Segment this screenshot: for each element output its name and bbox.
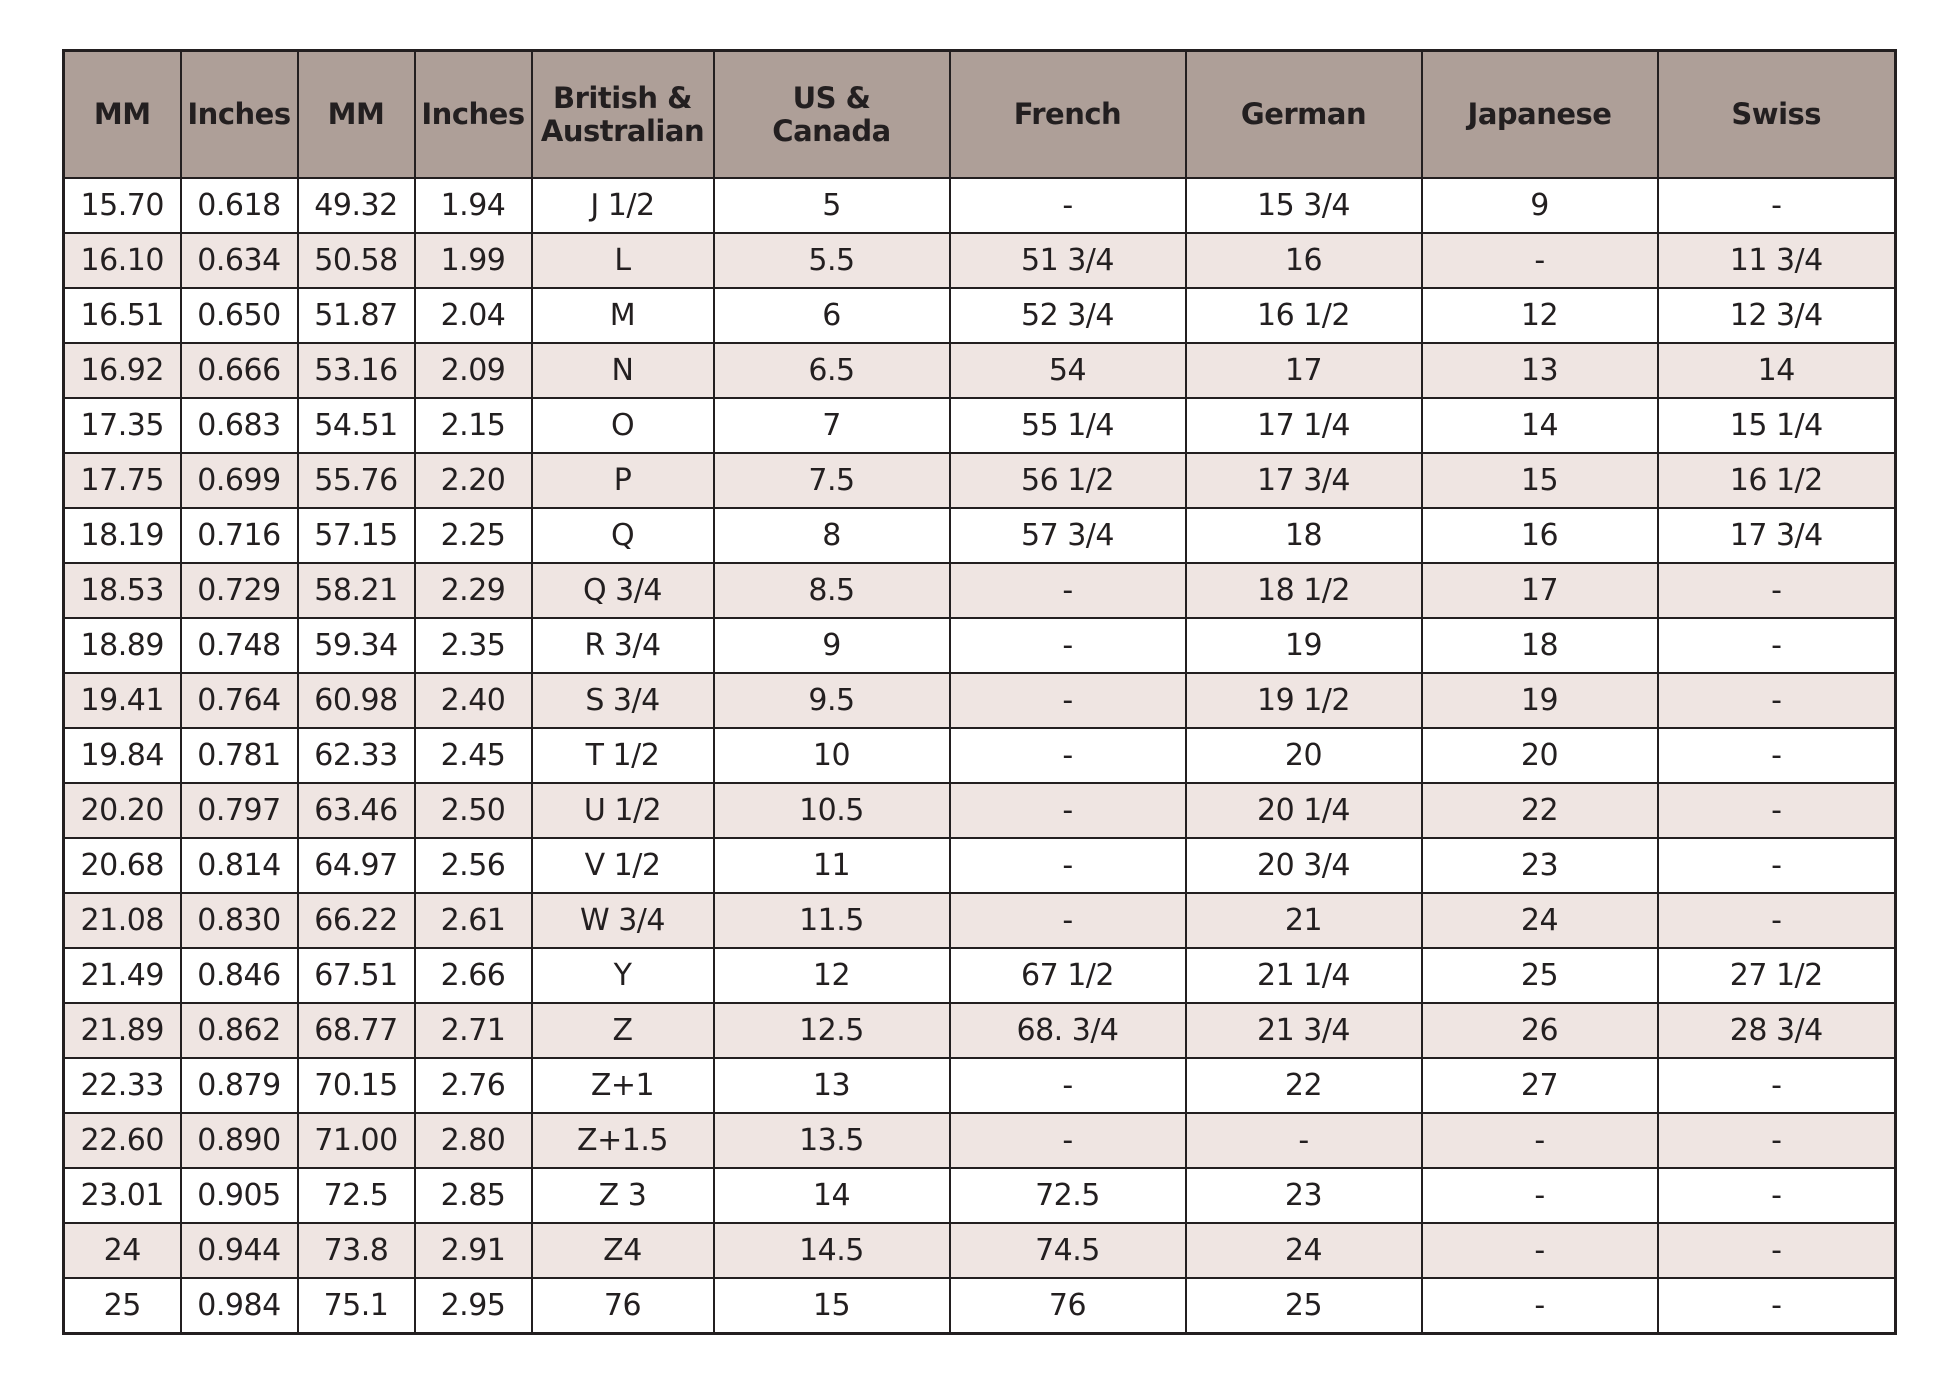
cell-swiss: - — [1658, 838, 1896, 893]
cell-us-canada: 7 — [714, 398, 950, 453]
cell-french: 72.5 — [950, 1168, 1186, 1223]
table-row — [64, 453, 1896, 508]
header-us-canada — [714, 51, 950, 179]
cell-swiss: 11 3/4 — [1658, 233, 1896, 288]
cell-japanese: 26 — [1422, 1003, 1658, 1058]
cell-us-canada: 9.5 — [714, 673, 950, 728]
cell-swiss: 16 1/2 — [1658, 453, 1896, 508]
cell-mm: 24 — [64, 1223, 181, 1278]
cell-inches-circumference: 1.99 — [415, 233, 532, 288]
cell-mm-circumference: 68.77 — [298, 1003, 415, 1058]
cell-mm: 16.92 — [64, 343, 181, 398]
header-inches — [181, 51, 298, 179]
cell-british-australian: Q 3/4 — [532, 563, 714, 618]
cell-german: 17 — [1186, 343, 1422, 398]
cell-inches-circumference: 2.71 — [415, 1003, 532, 1058]
cell-us-canada: 9 — [714, 618, 950, 673]
cell-swiss: 17 3/4 — [1658, 508, 1896, 563]
cell-mm: 25 — [64, 1278, 181, 1334]
cell-french: - — [950, 618, 1186, 673]
cell-german: 25 — [1186, 1278, 1422, 1334]
cell-japanese: 13 — [1422, 343, 1658, 398]
table-row — [64, 893, 1896, 948]
cell-german: 21 1/4 — [1186, 948, 1422, 1003]
cell-british-australian: N — [532, 343, 714, 398]
ring-size-table — [62, 49, 1897, 1335]
cell-mm: 15.70 — [64, 178, 181, 233]
cell-us-canada: 6 — [714, 288, 950, 343]
cell-german: 20 3/4 — [1186, 838, 1422, 893]
cell-mm-circumference: 62.33 — [298, 728, 415, 783]
cell-mm: 20.20 — [64, 783, 181, 838]
cell-french: - — [950, 728, 1186, 783]
cell-mm-circumference: 72.5 — [298, 1168, 415, 1223]
cell-japanese: - — [1422, 1223, 1658, 1278]
cell-british-australian: L — [532, 233, 714, 288]
cell-inches-circumference: 2.29 — [415, 563, 532, 618]
cell-british-australian: S 3/4 — [532, 673, 714, 728]
header-french — [950, 51, 1186, 179]
cell-japanese: 22 — [1422, 783, 1658, 838]
cell-mm-circumference: 67.51 — [298, 948, 415, 1003]
cell-us-canada: 15 — [714, 1278, 950, 1334]
header-swiss — [1658, 51, 1896, 179]
cell-inches-circumference: 2.61 — [415, 893, 532, 948]
cell-german: 18 1/2 — [1186, 563, 1422, 618]
table-row — [64, 563, 1896, 618]
cell-swiss: - — [1658, 563, 1896, 618]
table-row — [64, 1168, 1896, 1223]
cell-british-australian: Z 3 — [532, 1168, 714, 1223]
cell-japanese: 14 — [1422, 398, 1658, 453]
cell-inches: 0.699 — [181, 453, 298, 508]
table-row — [64, 1003, 1896, 1058]
cell-german: 23 — [1186, 1168, 1422, 1223]
cell-mm: 17.35 — [64, 398, 181, 453]
cell-german: 15 3/4 — [1186, 178, 1422, 233]
header-line: Canada — [772, 113, 891, 148]
cell-swiss: 15 1/4 — [1658, 398, 1896, 453]
cell-german: 17 3/4 — [1186, 453, 1422, 508]
cell-us-canada: 7.5 — [714, 453, 950, 508]
cell-swiss: 28 3/4 — [1658, 1003, 1896, 1058]
cell-us-canada: 8.5 — [714, 563, 950, 618]
cell-french: 76 — [950, 1278, 1186, 1334]
cell-us-canada: 8 — [714, 508, 950, 563]
cell-french: 54 — [950, 343, 1186, 398]
table-row — [64, 398, 1896, 453]
table-row — [64, 178, 1896, 233]
cell-mm: 23.01 — [64, 1168, 181, 1223]
cell-inches-circumference: 2.20 — [415, 453, 532, 508]
table-row — [64, 1223, 1896, 1278]
cell-mm-circumference: 50.58 — [298, 233, 415, 288]
cell-inches: 0.984 — [181, 1278, 298, 1334]
cell-british-australian: Z+1.5 — [532, 1113, 714, 1168]
cell-us-canada: 13.5 — [714, 1113, 950, 1168]
cell-inches-circumference: 2.80 — [415, 1113, 532, 1168]
cell-inches-circumference: 2.56 — [415, 838, 532, 893]
cell-inches-circumference: 2.35 — [415, 618, 532, 673]
cell-french: - — [950, 1113, 1186, 1168]
cell-mm-circumference: 54.51 — [298, 398, 415, 453]
cell-mm: 16.51 — [64, 288, 181, 343]
cell-british-australian: U 1/2 — [532, 783, 714, 838]
cell-german: 18 — [1186, 508, 1422, 563]
cell-british-australian: J 1/2 — [532, 178, 714, 233]
cell-french: - — [950, 893, 1186, 948]
cell-swiss: - — [1658, 618, 1896, 673]
header-inches-circumference — [415, 51, 532, 179]
cell-german: 19 1/2 — [1186, 673, 1422, 728]
table-row — [64, 783, 1896, 838]
header-line: MM — [93, 97, 151, 131]
cell-japanese: 20 — [1422, 728, 1658, 783]
cell-swiss: - — [1658, 1113, 1896, 1168]
cell-french: - — [950, 1058, 1186, 1113]
cell-japanese: - — [1422, 1278, 1658, 1334]
cell-japanese: 15 — [1422, 453, 1658, 508]
cell-japanese: 24 — [1422, 893, 1658, 948]
cell-mm-circumference: 73.8 — [298, 1223, 415, 1278]
cell-inches-circumference: 2.50 — [415, 783, 532, 838]
cell-us-canada: 10 — [714, 728, 950, 783]
cell-inches-circumference: 1.94 — [415, 178, 532, 233]
cell-inches-circumference: 2.95 — [415, 1278, 532, 1334]
ring-size-chart — [62, 49, 1894, 1335]
cell-inches: 0.879 — [181, 1058, 298, 1113]
cell-mm-circumference: 66.22 — [298, 893, 415, 948]
cell-us-canada: 13 — [714, 1058, 950, 1113]
cell-british-australian: Z4 — [532, 1223, 714, 1278]
cell-french: 57 3/4 — [950, 508, 1186, 563]
cell-mm: 21.08 — [64, 893, 181, 948]
table-row — [64, 1113, 1896, 1168]
cell-us-canada: 14.5 — [714, 1223, 950, 1278]
table-row — [64, 728, 1896, 783]
cell-swiss: - — [1658, 673, 1896, 728]
cell-british-australian: W 3/4 — [532, 893, 714, 948]
cell-british-australian: Y — [532, 948, 714, 1003]
cell-mm-circumference: 63.46 — [298, 783, 415, 838]
cell-british-australian: 76 — [532, 1278, 714, 1334]
cell-mm: 22.33 — [64, 1058, 181, 1113]
table-row — [64, 1278, 1896, 1334]
cell-mm-circumference: 60.98 — [298, 673, 415, 728]
cell-japanese: - — [1422, 1113, 1658, 1168]
cell-french: - — [950, 838, 1186, 893]
cell-british-australian: V 1/2 — [532, 838, 714, 893]
cell-inches: 0.862 — [181, 1003, 298, 1058]
cell-us-canada: 12.5 — [714, 1003, 950, 1058]
cell-inches-circumference: 2.85 — [415, 1168, 532, 1223]
cell-swiss: - — [1658, 178, 1896, 233]
header-line: Japanese — [1467, 97, 1612, 131]
cell-mm: 18.89 — [64, 618, 181, 673]
cell-swiss: 27 1/2 — [1658, 948, 1896, 1003]
header-line: US & — [792, 80, 871, 115]
cell-mm-circumference: 71.00 — [298, 1113, 415, 1168]
cell-french: - — [950, 563, 1186, 618]
header-mm-circumference — [298, 51, 415, 179]
cell-japanese: 23 — [1422, 838, 1658, 893]
cell-mm-circumference: 51.87 — [298, 288, 415, 343]
cell-inches-circumference: 2.76 — [415, 1058, 532, 1113]
cell-inches: 0.666 — [181, 343, 298, 398]
cell-german: 24 — [1186, 1223, 1422, 1278]
cell-mm: 19.41 — [64, 673, 181, 728]
cell-swiss: - — [1658, 893, 1896, 948]
cell-british-australian: Z — [532, 1003, 714, 1058]
cell-inches: 0.781 — [181, 728, 298, 783]
header-british-australian — [532, 51, 714, 179]
cell-swiss: - — [1658, 783, 1896, 838]
cell-french: 68. 3/4 — [950, 1003, 1186, 1058]
header-line: British & — [553, 80, 692, 115]
cell-us-canada: 5.5 — [714, 233, 950, 288]
table-row — [64, 948, 1896, 1003]
cell-inches: 0.634 — [181, 233, 298, 288]
cell-inches: 0.905 — [181, 1168, 298, 1223]
cell-inches: 0.890 — [181, 1113, 298, 1168]
cell-inches-circumference: 2.40 — [415, 673, 532, 728]
cell-german: 20 1/4 — [1186, 783, 1422, 838]
cell-german: 16 — [1186, 233, 1422, 288]
cell-british-australian: R 3/4 — [532, 618, 714, 673]
cell-british-australian: O — [532, 398, 714, 453]
cell-us-canada: 10.5 — [714, 783, 950, 838]
cell-japanese: 18 — [1422, 618, 1658, 673]
cell-japanese: 17 — [1422, 563, 1658, 618]
cell-mm-circumference: 64.97 — [298, 838, 415, 893]
cell-german: 21 — [1186, 893, 1422, 948]
cell-inches: 0.716 — [181, 508, 298, 563]
cell-british-australian: M — [532, 288, 714, 343]
cell-german: 16 1/2 — [1186, 288, 1422, 343]
table-row — [64, 508, 1896, 563]
cell-inches-circumference: 2.04 — [415, 288, 532, 343]
cell-swiss: 12 3/4 — [1658, 288, 1896, 343]
cell-french: 56 1/2 — [950, 453, 1186, 508]
cell-swiss: - — [1658, 1223, 1896, 1278]
cell-us-canada: 11.5 — [714, 893, 950, 948]
cell-german: - — [1186, 1113, 1422, 1168]
cell-inches: 0.650 — [181, 288, 298, 343]
header-line: Inches — [187, 97, 291, 131]
cell-french: - — [950, 673, 1186, 728]
cell-british-australian: Q — [532, 508, 714, 563]
header-japanese — [1422, 51, 1658, 179]
cell-us-canada: 5 — [714, 178, 950, 233]
cell-mm-circumference: 55.76 — [298, 453, 415, 508]
cell-french: 51 3/4 — [950, 233, 1186, 288]
cell-inches-circumference: 2.66 — [415, 948, 532, 1003]
table-header-row — [64, 51, 1896, 179]
cell-inches: 0.944 — [181, 1223, 298, 1278]
cell-mm-circumference: 49.32 — [298, 178, 415, 233]
cell-mm-circumference: 57.15 — [298, 508, 415, 563]
cell-mm: 19.84 — [64, 728, 181, 783]
cell-german: 20 — [1186, 728, 1422, 783]
cell-french: 67 1/2 — [950, 948, 1186, 1003]
table-row — [64, 343, 1896, 398]
cell-japanese: 16 — [1422, 508, 1658, 563]
cell-us-canada: 12 — [714, 948, 950, 1003]
cell-japanese: 9 — [1422, 178, 1658, 233]
cell-french: - — [950, 783, 1186, 838]
cell-inches-circumference: 2.91 — [415, 1223, 532, 1278]
cell-mm: 21.89 — [64, 1003, 181, 1058]
cell-us-canada: 6.5 — [714, 343, 950, 398]
cell-us-canada: 11 — [714, 838, 950, 893]
cell-inches: 0.814 — [181, 838, 298, 893]
cell-japanese: 19 — [1422, 673, 1658, 728]
table-row — [64, 673, 1896, 728]
cell-swiss: 14 — [1658, 343, 1896, 398]
cell-japanese: 27 — [1422, 1058, 1658, 1113]
table-row — [64, 838, 1896, 893]
cell-inches-circumference: 2.15 — [415, 398, 532, 453]
cell-mm-circumference: 70.15 — [298, 1058, 415, 1113]
cell-british-australian: T 1/2 — [532, 728, 714, 783]
cell-british-australian: Z+1 — [532, 1058, 714, 1113]
cell-french: 74.5 — [950, 1223, 1186, 1278]
cell-mm: 20.68 — [64, 838, 181, 893]
header-mm — [64, 51, 181, 179]
cell-swiss: - — [1658, 1058, 1896, 1113]
cell-swiss: - — [1658, 1168, 1896, 1223]
cell-mm: 16.10 — [64, 233, 181, 288]
table-row — [64, 618, 1896, 673]
table-body — [64, 178, 1896, 1334]
header-line: Australian — [540, 113, 705, 148]
cell-us-canada: 14 — [714, 1168, 950, 1223]
cell-mm: 17.75 — [64, 453, 181, 508]
cell-mm: 21.49 — [64, 948, 181, 1003]
cell-mm-circumference: 75.1 — [298, 1278, 415, 1334]
header-line: French — [1013, 97, 1122, 131]
cell-inches: 0.748 — [181, 618, 298, 673]
cell-mm-circumference: 53.16 — [298, 343, 415, 398]
table-row — [64, 233, 1896, 288]
cell-inches: 0.797 — [181, 783, 298, 838]
cell-french: 55 1/4 — [950, 398, 1186, 453]
table-row — [64, 288, 1896, 343]
cell-german: 22 — [1186, 1058, 1422, 1113]
cell-inches: 0.764 — [181, 673, 298, 728]
cell-mm: 18.53 — [64, 563, 181, 618]
header-line: German — [1240, 97, 1367, 131]
cell-french: 52 3/4 — [950, 288, 1186, 343]
cell-japanese: 25 — [1422, 948, 1658, 1003]
table-row — [64, 1058, 1896, 1113]
cell-mm-circumference: 59.34 — [298, 618, 415, 673]
cell-japanese: - — [1422, 233, 1658, 288]
cell-inches-circumference: 2.45 — [415, 728, 532, 783]
cell-japanese: - — [1422, 1168, 1658, 1223]
cell-mm: 18.19 — [64, 508, 181, 563]
cell-german: 17 1/4 — [1186, 398, 1422, 453]
cell-swiss: - — [1658, 728, 1896, 783]
cell-german: 19 — [1186, 618, 1422, 673]
cell-inches: 0.846 — [181, 948, 298, 1003]
cell-german: 21 3/4 — [1186, 1003, 1422, 1058]
cell-inches-circumference: 2.09 — [415, 343, 532, 398]
cell-mm: 22.60 — [64, 1113, 181, 1168]
cell-inches: 0.830 — [181, 893, 298, 948]
cell-inches: 0.618 — [181, 178, 298, 233]
header-line: MM — [327, 97, 385, 131]
header-line: Swiss — [1731, 97, 1822, 131]
cell-british-australian: P — [532, 453, 714, 508]
cell-mm-circumference: 58.21 — [298, 563, 415, 618]
cell-inches: 0.683 — [181, 398, 298, 453]
header-german — [1186, 51, 1422, 179]
cell-inches-circumference: 2.25 — [415, 508, 532, 563]
header-line: Inches — [421, 97, 525, 131]
cell-inches: 0.729 — [181, 563, 298, 618]
cell-japanese: 12 — [1422, 288, 1658, 343]
cell-french: - — [950, 178, 1186, 233]
cell-swiss: - — [1658, 1278, 1896, 1334]
